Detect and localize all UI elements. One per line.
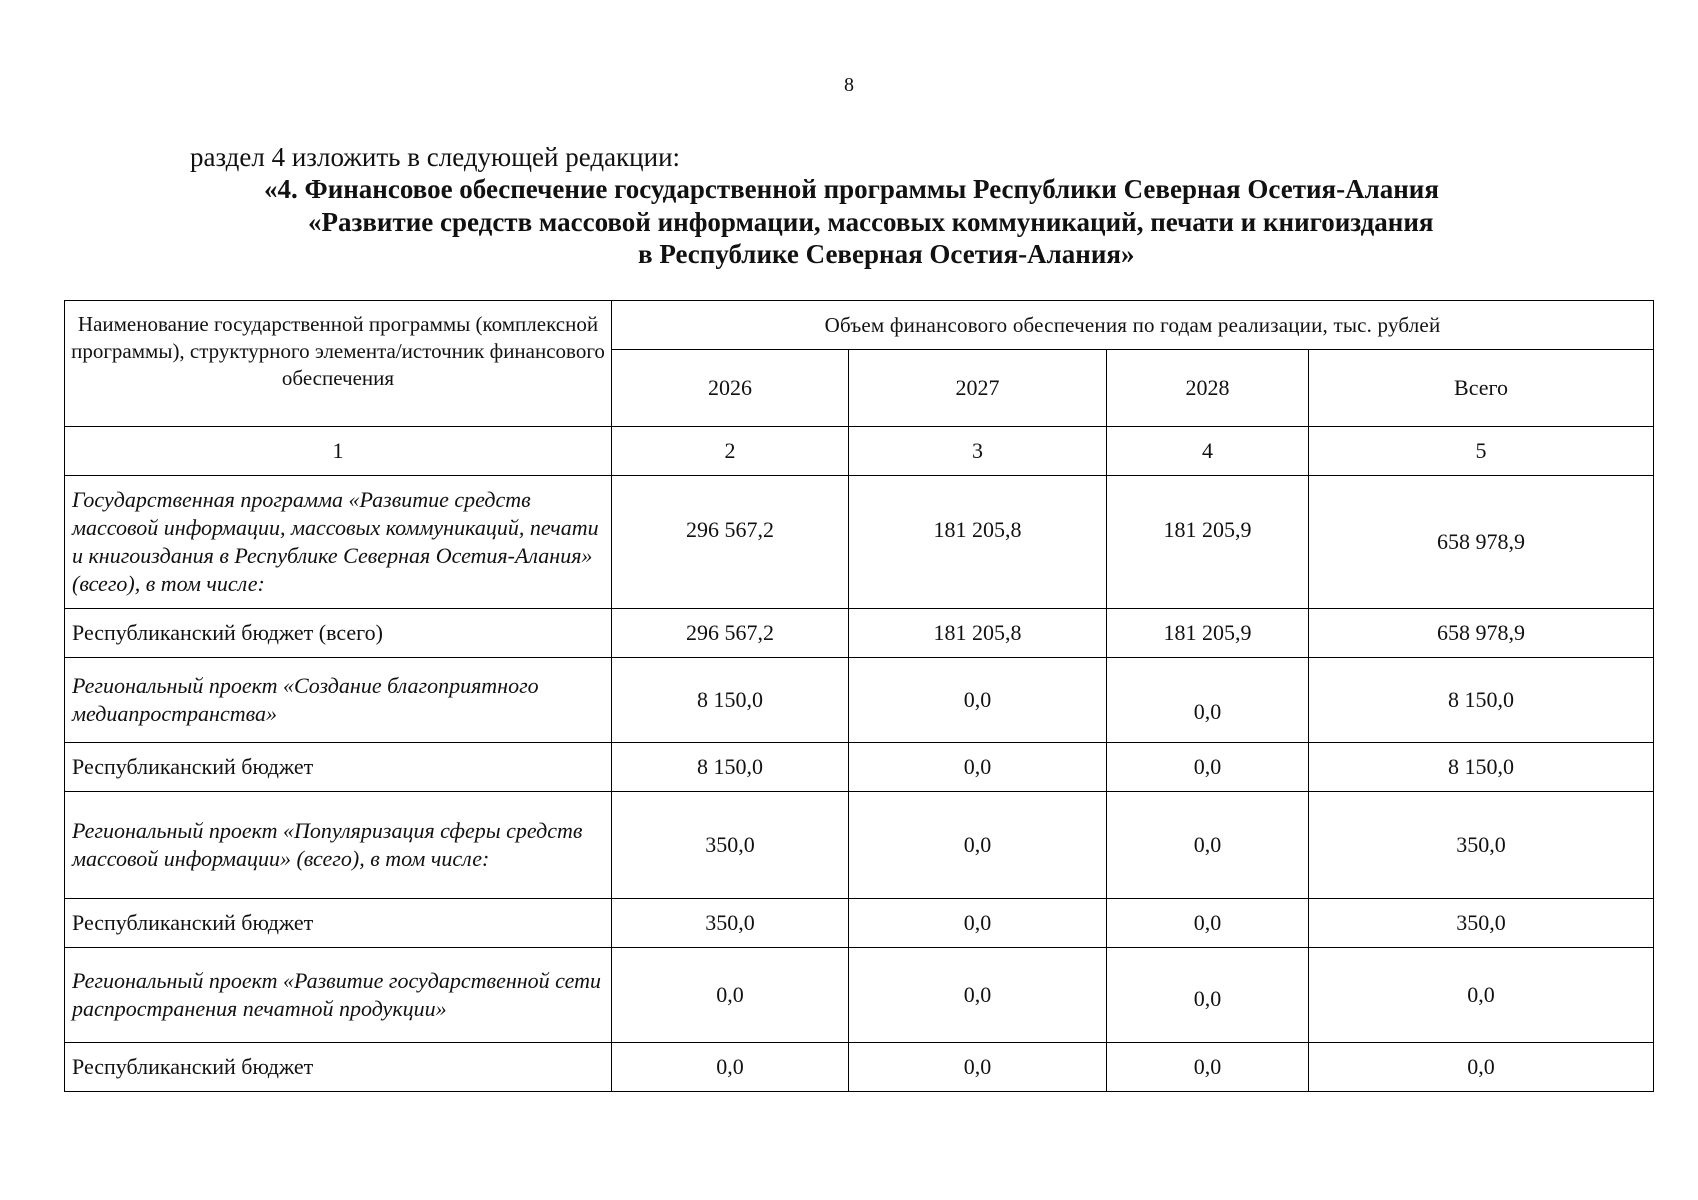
column-number: 4: [1107, 427, 1309, 476]
value-total: 0,0: [1309, 948, 1654, 1043]
table-row: [65, 609, 1654, 658]
value-2026: 0,0: [612, 1043, 849, 1092]
value-cell: [1107, 948, 1309, 1043]
value-cell: [849, 658, 1107, 743]
header-total: Всего: [1309, 350, 1654, 427]
value-cell: [612, 476, 849, 609]
header-year-2026: 2026: [612, 350, 849, 427]
value-2027: 0,0: [849, 899, 1107, 948]
financing-table: [64, 300, 1654, 1092]
value-2028: 0,0: [1107, 792, 1309, 899]
table-row: [65, 899, 1654, 948]
value-2027: 181 205,8: [849, 609, 1107, 658]
value-2028: 0,0: [1193, 986, 1222, 1011]
value-cell: [612, 658, 849, 743]
value-2027: 0,0: [963, 687, 992, 712]
value-2027: 0,0: [849, 792, 1107, 899]
value-cell: [1309, 476, 1654, 609]
value-2028: 0,0: [1107, 743, 1309, 792]
row-name: Республиканский бюджет: [65, 743, 612, 792]
value-2027: 0,0: [849, 743, 1107, 792]
value-2026: 8 150,0: [697, 687, 763, 712]
row-name: Республиканский бюджет (всего): [65, 609, 612, 658]
row-name: Региональный проект «Создание благоприятного медиапространства»: [65, 658, 612, 743]
value-cell: [849, 476, 1107, 609]
section-heading-line-2: «Развитие средств массовой информации, массовых коммуникаций, печати и книгоиздания: [308, 207, 1434, 237]
value-2026: 8 150,0: [612, 743, 849, 792]
table-row: [65, 476, 1654, 609]
table-row: [65, 658, 1654, 743]
value-2028: 0,0: [1107, 1043, 1309, 1092]
value-2028: 181 205,9: [1163, 517, 1252, 542]
value-total: 658 978,9: [1309, 609, 1654, 658]
value-2026: 0,0: [612, 948, 849, 1043]
value-2026: 350,0: [612, 899, 849, 948]
value-2027: 0,0: [849, 948, 1107, 1043]
header-funding-volume: Объем финансового обеспечения по годам реализации, тыс. рублей: [612, 301, 1654, 350]
value-2026: 296 567,2: [612, 609, 849, 658]
section-heading-line-1: «4. Финансовое обеспечение государственной программы Республики Северная Осетия-Алания: [264, 174, 1439, 204]
intro-text: раздел 4 изложить в следующей редакции:: [190, 142, 681, 172]
section-heading-line-3: в Республике Северная Осетия-Алания»: [638, 239, 1135, 269]
column-number: 5: [1309, 427, 1654, 476]
value-2027: 181 205,8: [933, 517, 1022, 542]
value-total: 0,0: [1309, 1043, 1654, 1092]
row-name: Государственная программа «Развитие средств массовой информации, массовых коммуникаций, печати и книгоиздания в Республике Северная Осетия-Алания» (всего), в том числе:: [65, 476, 612, 609]
value-total: 8 150,0: [1309, 743, 1654, 792]
column-number: 1: [65, 427, 612, 476]
value-total: 658 978,9: [1437, 529, 1525, 554]
value-cell: [1309, 658, 1654, 743]
row-name: Региональный проект «Развитие государственной сети распространения печатной продукции»: [65, 948, 612, 1043]
value-total: 8 150,0: [1448, 687, 1514, 712]
value-2028: 0,0: [1193, 699, 1222, 724]
value-total: 350,0: [1309, 792, 1654, 899]
table-row: [65, 948, 1654, 1043]
value-2028: 181 205,9: [1107, 609, 1309, 658]
table-row: [65, 792, 1654, 899]
row-name: Республиканский бюджет: [65, 899, 612, 948]
value-total: 350,0: [1309, 899, 1654, 948]
value-cell: [1107, 476, 1309, 609]
page-number: 8: [844, 74, 854, 96]
header-row: [65, 301, 1654, 350]
header-year-2027: 2027: [849, 350, 1107, 427]
header-year-2028: 2028: [1107, 350, 1309, 427]
header-name: Наименование государственной программы (комплексной программы), структурного элемента/источник финансового обеспечения: [65, 301, 612, 427]
row-name: Региональный проект «Популяризация сферы средств массовой информации» (всего), в том числе:: [65, 792, 612, 899]
table-row: [65, 743, 1654, 792]
column-number: 3: [849, 427, 1107, 476]
value-2027: 0,0: [849, 1043, 1107, 1092]
value-cell: [1107, 658, 1309, 743]
value-2026: 350,0: [612, 792, 849, 899]
value-2026: 296 567,2: [686, 517, 774, 542]
value-2028: 0,0: [1107, 899, 1309, 948]
column-number: 2: [612, 427, 849, 476]
column-number-row: [65, 427, 1654, 476]
row-name: Республиканский бюджет: [65, 1043, 612, 1092]
table-row: [65, 1043, 1654, 1092]
